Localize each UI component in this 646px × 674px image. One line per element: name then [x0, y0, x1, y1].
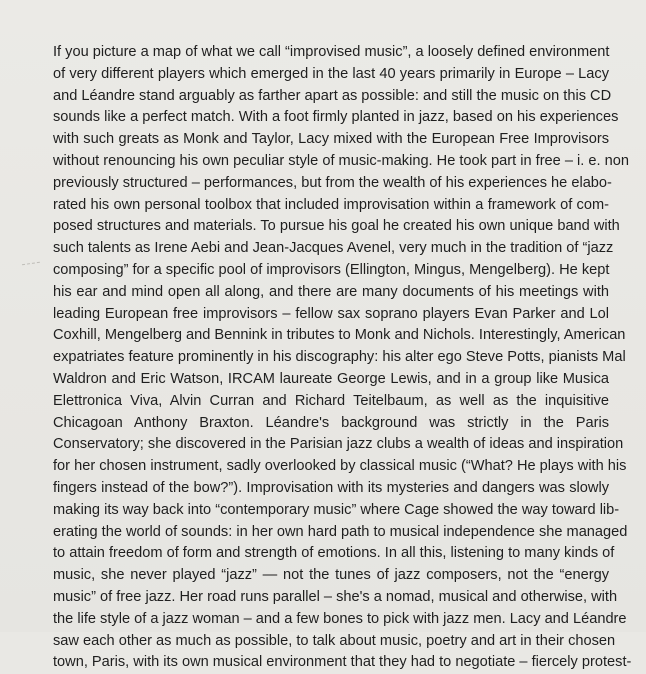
text-line: with such greats as Monk and Taylor, Lacy mixed with the European Free Improvisors	[53, 131, 609, 148]
text-line: expatriates feature prominently in his discography: his alter ego Steve Potts, pianists Mal	[53, 349, 626, 366]
text-line: sounds like a perfect match. With a foot firmly planted in jazz, based on his experiences	[53, 109, 619, 126]
text-line: Chicagoan Anthony Braxton. Léandre's background was strictly in the Paris	[53, 414, 609, 431]
text-line: music, she never played “jazz” — not the tunes of jazz composers, not the “energy	[53, 567, 609, 584]
text-line: saw each other as much as possible, to talk about music, poetry and art in their chosen	[53, 632, 616, 649]
text-line: of very different players which emerged in the last 40 years primarily in Europe – Lacy	[53, 65, 609, 82]
text-line: Elettronica Viva, Alvin Curran and Richard Teitelbaum, as well as the inquisitive	[53, 392, 609, 409]
text-line: for her chosen instrument, sadly overlooked by classical music (“What? He plays with his	[53, 458, 627, 475]
text-line: music” of free jazz. Her road runs parallel – she's a nomad, musical and otherwise, with	[53, 588, 618, 605]
text-line: Waldron and Eric Watson, IRCAM laureate George Lewis, and in a group like Musica	[53, 370, 609, 387]
text-line: If you picture a map of what we call “improvised music”, a loosely defined environment	[53, 44, 610, 60]
text-line: and Léandre stand arguably as farther apart as possible: and still the music on this CD	[53, 87, 612, 104]
text-line: Coxhill, Mengelberg and Bennink in tributes to Monk and Nichols. Interestingly, American	[53, 327, 626, 344]
text-line: previously structured – performances, but from the wealth of his experiences he elabo-	[53, 174, 612, 191]
text-line: leading European free improvisors – fellow sax soprano players Evan Parker and Lol	[53, 305, 609, 322]
text-line: his ear and mind open all along, and there are many documents of his meetings with	[53, 283, 609, 300]
text-line: town, Paris, with its own musical environment that they had to negotiate – fiercely protest-	[53, 654, 632, 671]
text-line: Conservatory; she discovered in the Parisian jazz clubs a wealth of ideas and inspiration	[53, 436, 624, 453]
text-line: such talents as Irene Aebi and Jean-Jacques Avenel, very much in the tradition of “jazz	[53, 240, 614, 257]
text-line: fingers instead of the bow?”). Improvisation with its mysteries and dangers was slowly	[53, 479, 609, 496]
text-line: without renouncing his own peculiar style of music-making. He took part in free – i. e. non	[53, 152, 629, 169]
text-line: composing” for a specific pool of improvisors (Ellington, Mingus, Mengelberg). He kept	[53, 261, 610, 278]
text-line: the life style of a jazz woman – and a few bones to pick with jazz men. Lacy and Léandre	[53, 610, 627, 627]
text-line: making its way back into “contemporary music” where Cage showed the way toward lib-	[53, 501, 620, 518]
text-line: to attain freedom of form and strength of emotions. In all this, listening to many kinds of	[53, 545, 615, 562]
body-text	[53, 42, 632, 674]
text-line: posed structures and materials. To pursue his goal he created his own unique band with	[53, 218, 620, 235]
scan-artifact-mark	[22, 262, 40, 266]
text-line: rated his own personal toolbox that included improvisation within a framework of com-	[53, 196, 609, 213]
text-line: erating the world of sounds: in her own hard path to musical independence she managed	[53, 523, 628, 540]
